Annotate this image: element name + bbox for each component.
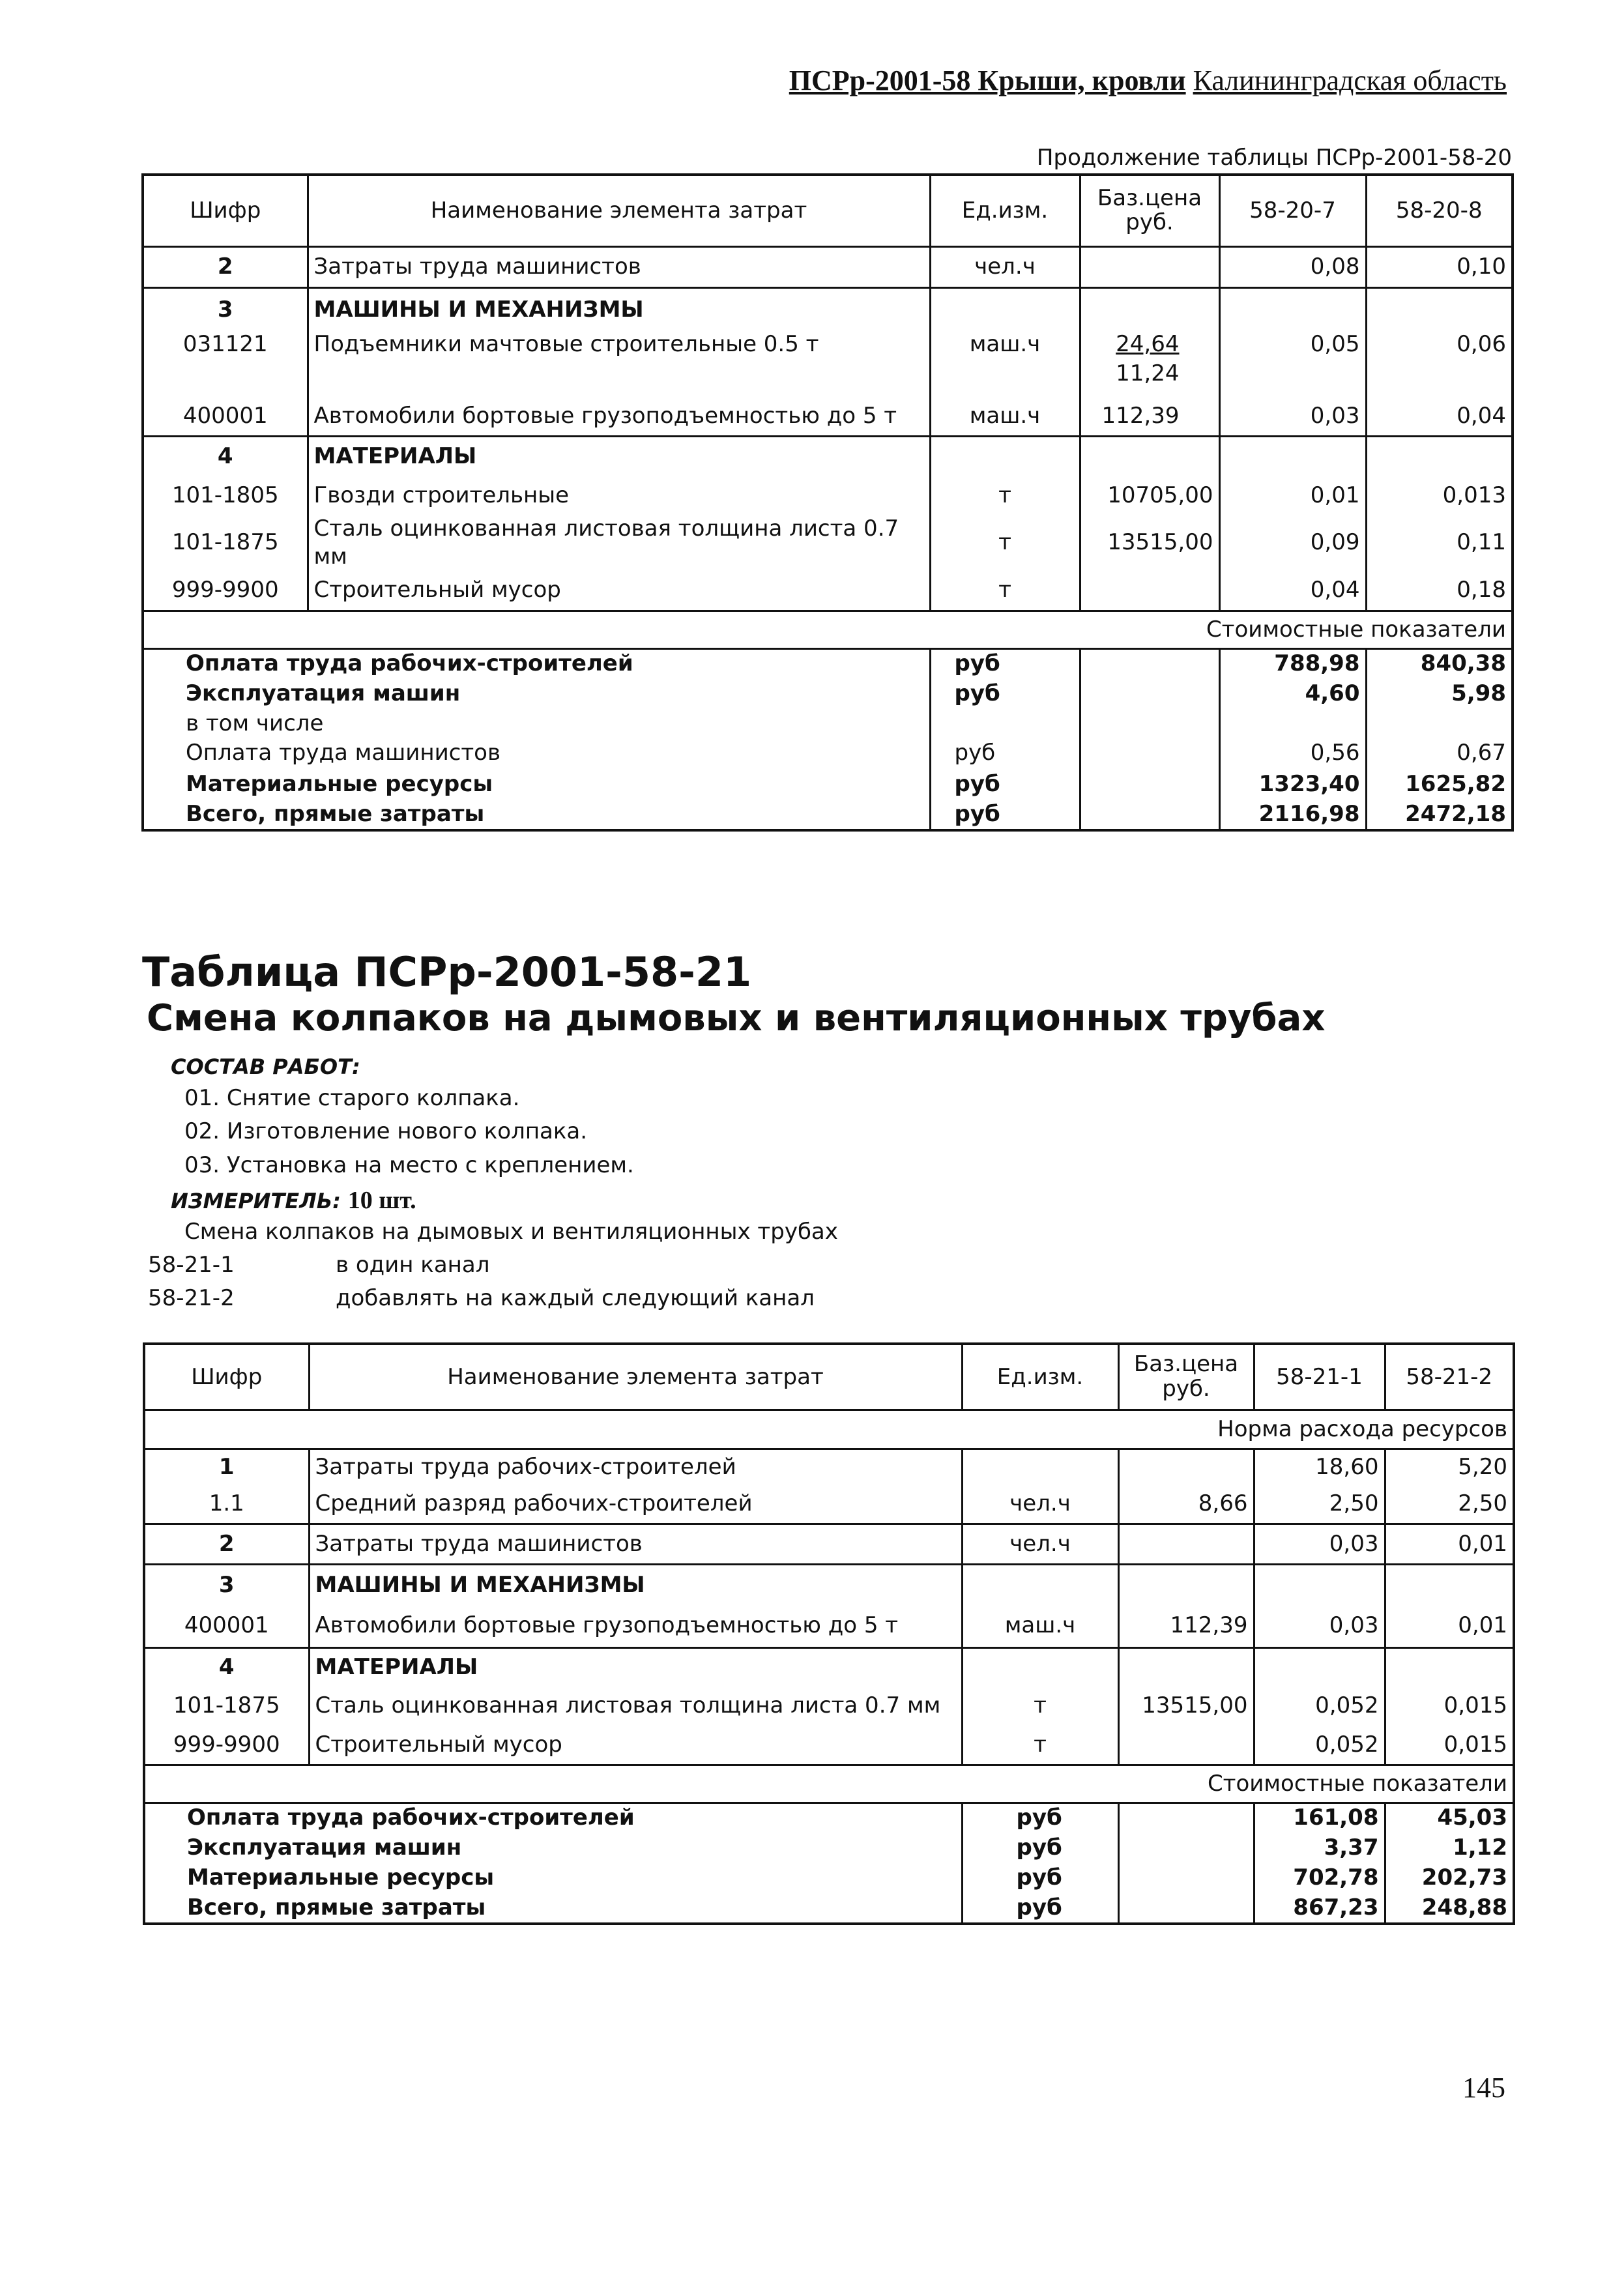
cost-value: 5,98	[1366, 680, 1513, 710]
cost-label: Материальные ресурсы	[186, 771, 493, 797]
cost-label: Оплата труда рабочих-строителей	[144, 1803, 962, 1834]
cell: т	[962, 1685, 1118, 1726]
cell: МАТЕРИАЛЫ	[308, 436, 930, 476]
cost-label: Оплата труда рабочих-строителей	[143, 648, 930, 680]
cell	[1366, 436, 1513, 476]
cell	[1118, 1726, 1254, 1765]
cell	[1118, 1449, 1254, 1485]
cell: Затраты труда машинистов	[308, 246, 930, 287]
cost-label: Всего, прямые затраты	[186, 801, 485, 827]
variant-code: 58-21-2	[148, 1285, 235, 1311]
cost-value: 2472,18	[1366, 800, 1513, 830]
cell: Автомобили бортовые грузоподъемностью до 5 т	[308, 397, 930, 436]
cost-unit	[930, 710, 1080, 739]
table-1	[141, 173, 1514, 832]
cell: 0,03	[1254, 1524, 1385, 1564]
cell: 0,11	[1366, 515, 1513, 570]
cell: 4	[143, 436, 308, 476]
column-header: Баз.цена руб.	[1118, 1344, 1254, 1410]
cell: 0,013	[1366, 476, 1513, 515]
cell: маш.ч	[930, 330, 1080, 360]
cost-label: в том числе	[186, 710, 324, 736]
t2-costhead	[144, 1765, 1514, 1803]
variant-text: в один канал	[336, 1252, 490, 1278]
cost-value: 202,73	[1385, 1864, 1514, 1894]
cost-value: 0,67	[1366, 739, 1513, 770]
cell: 0,015	[1385, 1726, 1514, 1765]
cell: 2,50	[1254, 1485, 1385, 1524]
cost-unit: руб	[930, 800, 1080, 830]
cell: Подъемники мачтовые строительные 0.5 т	[308, 330, 930, 360]
variant-text: добавлять на каждый следующий канал	[336, 1285, 815, 1311]
t2-r1-1	[144, 1485, 1514, 1524]
t1-r14	[143, 710, 1513, 739]
t1-r13	[143, 680, 1513, 710]
cell: 1.1	[209, 1490, 244, 1516]
cell	[1219, 436, 1366, 476]
cell	[930, 360, 1080, 397]
table1-caption: Продолжение таблицы ПСРр-2001-58-20	[1036, 145, 1512, 171]
cell	[1254, 1564, 1385, 1604]
cell: чел.ч	[930, 246, 1080, 287]
cell: Строительный мусор	[309, 1726, 962, 1765]
cell: 2	[143, 246, 308, 287]
t1-r8	[143, 476, 1513, 515]
cell: 2	[144, 1524, 309, 1564]
t1-r2	[143, 246, 1513, 287]
column-header: Ед.изм.	[930, 175, 1080, 246]
cell	[962, 1564, 1118, 1604]
cost-value	[1219, 710, 1366, 739]
table2-title: Таблица ПСРр-2001-58-21	[142, 948, 752, 996]
column-header: Баз.цена руб.	[1080, 175, 1219, 246]
t2-head	[144, 1344, 1514, 1410]
cost-empty	[1118, 1803, 1254, 1834]
cell: Средний разряд рабочих-строителей	[309, 1485, 962, 1524]
cell: 13515,00	[1080, 515, 1219, 570]
cell: 0,04	[1219, 570, 1366, 611]
variant-code: 58-21-1	[148, 1252, 235, 1278]
cell: 0,08	[1219, 246, 1366, 287]
header-region: Калининградская область	[1193, 65, 1507, 96]
cell: чел.ч	[962, 1524, 1118, 1564]
cell: 11,24	[1080, 360, 1219, 397]
cost-label: Эксплуатация машин	[186, 680, 461, 706]
column-header: 58-21-2	[1385, 1344, 1514, 1410]
column-header: Ед.изм.	[962, 1344, 1118, 1410]
cell: 18,60	[1254, 1449, 1385, 1485]
t1-r15	[143, 739, 1513, 770]
cell: 0,06	[1366, 330, 1513, 360]
cell	[930, 436, 1080, 476]
cell: чел.ч	[962, 1485, 1118, 1524]
t2-r1	[144, 1449, 1514, 1485]
cell: 112,39	[1118, 1604, 1254, 1647]
cell: 10705,00	[1080, 476, 1219, 515]
cell: 13515,00	[1118, 1685, 1254, 1726]
cost-value: 1625,82	[1366, 770, 1513, 800]
cell	[962, 1449, 1118, 1485]
cost-empty	[1118, 1864, 1254, 1894]
t1-r5	[143, 360, 1513, 397]
work-step: 03. Установка на место с креплением.	[184, 1152, 634, 1178]
norm-section-header: Норма расхода ресурсов	[144, 1410, 1514, 1449]
cell: Затраты труда рабочих-строителей	[309, 1449, 962, 1485]
cell: МАШИНЫ И МЕХАНИЗМЫ	[308, 287, 930, 330]
cost-value: 0,56	[1219, 739, 1366, 770]
work-step: 02. Изготовление нового колпака.	[184, 1118, 588, 1144]
cell	[1080, 330, 1219, 360]
cost-unit: руб	[930, 680, 1080, 710]
t2-c2	[144, 1834, 1514, 1864]
cost-label: Оплата труда машинистов	[186, 740, 501, 766]
cell: 0,09	[1219, 515, 1366, 570]
cost-empty	[1118, 1834, 1254, 1864]
cell: 0,052	[1254, 1726, 1385, 1765]
cell: т	[962, 1726, 1118, 1765]
cell	[1366, 287, 1513, 330]
cell: 4	[144, 1647, 309, 1685]
cost-unit: руб	[962, 1894, 1118, 1924]
cell	[1118, 1564, 1254, 1604]
cost-unit: руб	[962, 1864, 1118, 1894]
cost-unit: руб	[930, 770, 1080, 800]
cost-label: Эксплуатация машин	[187, 1834, 462, 1861]
t2-r3	[144, 1564, 1514, 1604]
t1-r3	[143, 287, 1513, 330]
cost-empty	[1118, 1894, 1254, 1924]
cost-value: 788,98	[1219, 648, 1366, 680]
cell: т	[930, 476, 1080, 515]
cost-empty	[1080, 710, 1219, 739]
cell: 0,03	[1219, 397, 1366, 436]
t1-r9	[143, 515, 1513, 570]
t2-c1	[144, 1803, 1514, 1834]
column-header: 58-20-8	[1366, 175, 1513, 246]
cost-empty	[1080, 739, 1219, 770]
t1-r7	[143, 436, 1513, 476]
cell: 3	[144, 1564, 309, 1604]
cell	[1080, 436, 1219, 476]
cost-unit: руб	[930, 739, 1080, 770]
cell: 0,18	[1366, 570, 1513, 611]
cost-value: 248,88	[1385, 1894, 1514, 1924]
cost-empty	[1080, 800, 1219, 830]
table2-subtitle: Смена колпаков на дымовых и вентиляционных трубах	[147, 997, 1326, 1039]
t1-r4	[143, 330, 1513, 360]
cell	[1080, 570, 1219, 611]
cost-unit: руб	[930, 648, 1080, 680]
t1-r6	[143, 397, 1513, 436]
cell	[1254, 1647, 1385, 1685]
t2-r2	[144, 1524, 1514, 1564]
cell: 2,50	[1385, 1485, 1514, 1524]
measure-line	[171, 1186, 416, 1215]
t2-r4-1	[144, 1685, 1514, 1726]
column-header: Наименование элемента затрат	[308, 175, 930, 246]
cell: 1	[144, 1449, 309, 1485]
cell: Гвозди строительные	[308, 476, 930, 515]
cell: 999-9900	[173, 1732, 280, 1758]
cell: 101-1805	[171, 482, 279, 508]
cell: 400001	[184, 1612, 269, 1638]
cell	[1385, 1564, 1514, 1604]
cost-value: 4,60	[1219, 680, 1366, 710]
cell: маш.ч	[930, 397, 1080, 436]
cell: 8,66	[1118, 1485, 1254, 1524]
cell	[1118, 1647, 1254, 1685]
t2-norm	[144, 1410, 1514, 1449]
cell	[1118, 1524, 1254, 1564]
cell: МАТЕРИАЛЫ	[309, 1647, 962, 1685]
cell: 0,052	[1254, 1685, 1385, 1726]
cell: 0,01	[1219, 476, 1366, 515]
cell	[930, 287, 1080, 330]
cell	[962, 1647, 1118, 1685]
t2-c4	[144, 1894, 1514, 1924]
work-label: СОСТАВ РАБОТ:	[171, 1054, 360, 1079]
t1-r10	[143, 570, 1513, 611]
cell	[1219, 360, 1366, 397]
cost-value: 1,12	[1385, 1834, 1514, 1864]
cell: 5,20	[1385, 1449, 1514, 1485]
cell	[308, 360, 930, 397]
t2-r4	[144, 1647, 1514, 1685]
cost-empty	[1080, 770, 1219, 800]
cell: 0,10	[1366, 246, 1513, 287]
cell: 0,04	[1366, 397, 1513, 436]
cell: т	[930, 570, 1080, 611]
column-header: Шифр	[191, 1363, 263, 1390]
cell	[1219, 287, 1366, 330]
column-header: 58-21-1	[1254, 1344, 1385, 1410]
cell: 400001	[182, 403, 268, 429]
cost-empty	[1080, 680, 1219, 710]
cell: МАШИНЫ И МЕХАНИЗМЫ	[309, 1564, 962, 1604]
cell: 101-1875	[171, 529, 279, 556]
cost-label: Материальные ресурсы	[187, 1864, 495, 1891]
cell: 0,01	[1385, 1524, 1514, 1564]
cell: 031121	[182, 331, 268, 357]
column-header: 58-20-7	[1219, 175, 1366, 246]
cost-value: 3,37	[1254, 1834, 1385, 1864]
cell: 3	[143, 287, 308, 330]
cell: 0,015	[1385, 1685, 1514, 1726]
cell: т	[930, 515, 1080, 570]
cell	[1080, 246, 1219, 287]
measure-value: 10 шт.	[347, 1187, 416, 1214]
column-header: Наименование элемента затрат	[309, 1344, 962, 1410]
cost-section-header: Стоимостные показатели	[143, 611, 1513, 648]
cell: Сталь оцинкованная листовая толщина листа 0.7 мм	[309, 1685, 962, 1726]
cost-unit: руб	[962, 1803, 1118, 1834]
cell: Сталь оцинкованная листовая толщина листа 0.7 мм	[308, 515, 930, 570]
t1-r12	[143, 648, 1513, 680]
cost-value: 45,03	[1385, 1803, 1514, 1834]
work-step: 01. Снятие старого колпака.	[184, 1085, 520, 1111]
cost-label: Всего, прямые затраты	[187, 1894, 486, 1920]
t1-r17	[143, 800, 1513, 830]
cost-value: 702,78	[1254, 1864, 1385, 1894]
cost-value: 840,38	[1366, 648, 1513, 680]
cell	[1385, 1647, 1514, 1685]
cell: 112,39	[1080, 397, 1219, 436]
cell: 0,01	[1385, 1604, 1514, 1647]
cell: 0,05	[1219, 330, 1366, 360]
t2-r3-1	[144, 1604, 1514, 1647]
t2-c3	[144, 1864, 1514, 1894]
cell: маш.ч	[962, 1604, 1118, 1647]
cell	[1080, 287, 1219, 330]
cost-unit: руб	[962, 1834, 1118, 1864]
page-header	[789, 64, 1507, 97]
t2-r4-2	[144, 1726, 1514, 1765]
header-bold: ПСРр-2001-58 Крыши, кровли	[789, 65, 1186, 96]
t1-r16	[143, 770, 1513, 800]
cell: 0,03	[1254, 1604, 1385, 1647]
cost-value: 161,08	[1254, 1803, 1385, 1834]
cost-section-header: Стоимостные показатели	[144, 1765, 1514, 1803]
cost-value: 867,23	[1254, 1894, 1385, 1924]
page-number: 145	[1462, 2072, 1505, 2104]
column-header: Шифр	[190, 197, 261, 224]
measure-label: ИЗМЕРИТЕЛЬ:	[171, 1189, 341, 1213]
t1-head	[143, 175, 1513, 246]
cost-value: 1323,40	[1219, 770, 1366, 800]
cell: Автомобили бортовые грузоподъемностью до 5 т	[309, 1604, 962, 1647]
cost-value: 2116,98	[1219, 800, 1366, 830]
price-current: 24,64	[1116, 331, 1180, 357]
measure-desc: Смена колпаков на дымовых и вентиляционных трубах	[184, 1219, 838, 1245]
cell: 101-1875	[173, 1692, 280, 1718]
cell: 999-9900	[171, 577, 279, 603]
cell: Строительный мусор	[308, 570, 930, 611]
cost-empty	[1080, 648, 1219, 680]
cell	[143, 360, 308, 397]
cost-value	[1366, 710, 1513, 739]
table-2	[143, 1342, 1515, 1925]
t1-r11	[143, 611, 1513, 648]
cell	[1366, 360, 1513, 397]
cell: Затраты труда машинистов	[309, 1524, 962, 1564]
